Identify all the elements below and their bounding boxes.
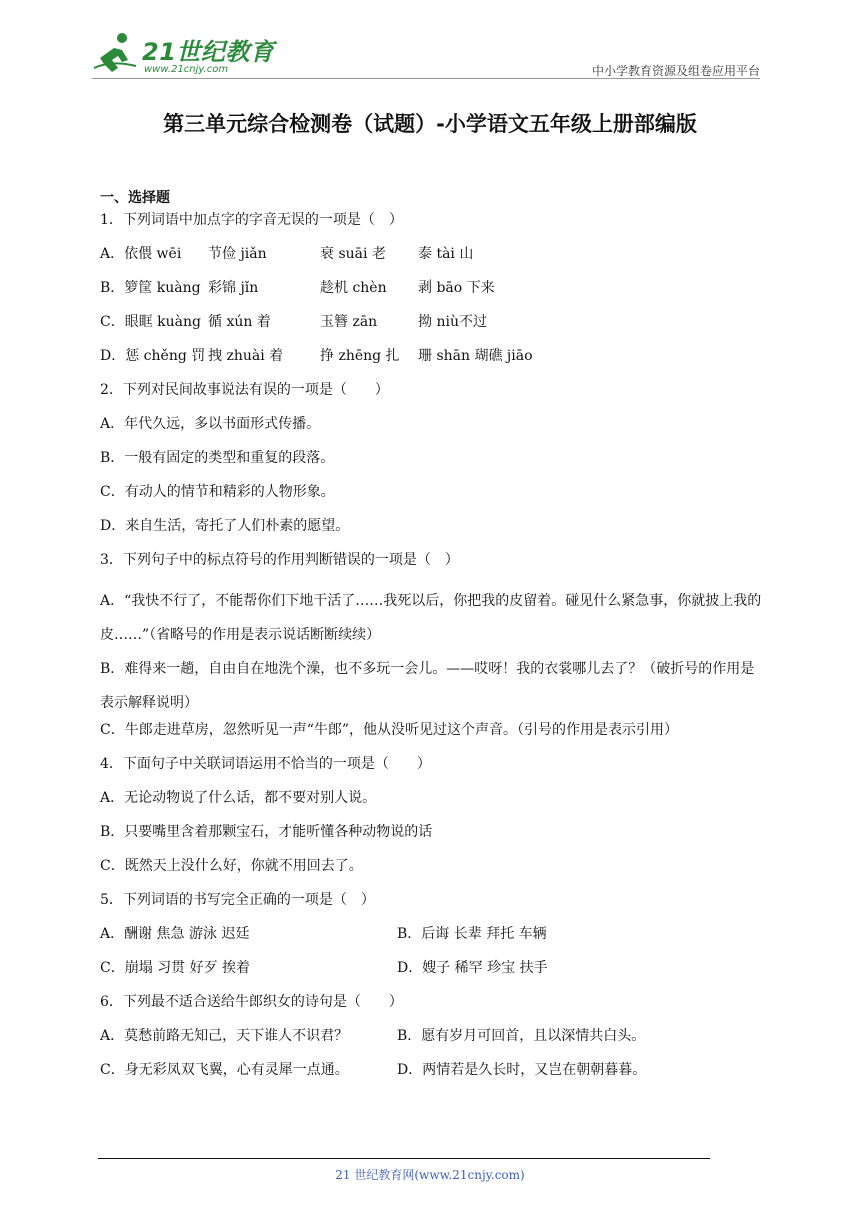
question-5-option-a: A．酬谢 焦急 游泳 迟廷 (100, 926, 250, 942)
page-title: 第三单元综合检测卷（试题）-小学语文五年级上册部编版 (163, 112, 697, 136)
question-2-option-a: A．年代久远，多以书面形式传播。 (100, 416, 321, 432)
footer-divider (98, 1158, 710, 1159)
question-6-option-b: B．愿有岁月可回首，且以深情共白头。 (397, 1028, 646, 1044)
page-header (92, 30, 760, 80)
question-3-option-b: B．难得来一趟，自由自在地洗个澡，也不多玩一会儿。——哎呀！我的衣裳哪儿去了？（破折号的作用是表示解释说明） (100, 661, 755, 711)
section-title: 一、选择题 (100, 190, 170, 206)
question-3-stem: 3．下列句子中的标点符号的作用判断错误的一项是（ ） (100, 552, 459, 568)
question-4-option-c: C．既然天上没什么好，你就不用回去了。 (100, 858, 363, 874)
question-5-options-row-1 (100, 924, 762, 958)
question-3-option-c: C．牛郎走进草房，忽然听见一声“牛郎”，他从没听见过这个声音。（引号的作用是表示引用） (100, 722, 679, 738)
question-5-options-row-2 (100, 958, 762, 992)
question-5-option-c: C．崩塌 习贯 好歹 挨着 (100, 960, 251, 976)
question-1-option-b: B．箩筐 kuàng 彩锦 jǐn 趁机 chèn 剥 bāo 下来 (100, 280, 495, 296)
site-logo (92, 30, 292, 78)
question-5-stem: 5．下列词语的书写完全正确的一项是（ ） (100, 892, 375, 908)
question-2-option-d: D．来自生活，寄托了人们朴素的愿望。 (100, 518, 350, 534)
question-6-stem: 6．下列最不适合送给牛郎织女的诗句是（ ） (100, 994, 403, 1010)
question-1-option-a: A．依偎 wēi 节俭 jiǎn 衰 suāi 老 泰 tài 山 (100, 246, 474, 262)
question-6-options-row-1 (100, 1026, 762, 1060)
question-6-option-c: C．身无彩凤双飞翼，心有灵犀一点通。 (100, 1062, 349, 1078)
runner-logo-icon (92, 30, 140, 76)
question-2-option-b: B．一般有固定的类型和重复的段落。 (100, 450, 335, 466)
question-1-stem: 1．下列词语中加点字的字音无误的一项是（ ） (100, 212, 403, 228)
question-5-option-b: B．后诲 长辈 拜托 车辆 (397, 926, 547, 942)
question-2-stem: 2．下列对民间故事说法有误的一项是（ ） (100, 382, 389, 398)
question-1-option-d: D．惩 chěng 罚 拽 zhuài 着 挣 zhēng 扎 珊 shān 瑚礁 jiāo (100, 348, 533, 364)
question-content (100, 188, 762, 1094)
question-2-option-c: C．有动人的情节和精彩的人物形象。 (100, 484, 335, 500)
question-6-option-d: D．两情若是久长时，又岂在朝朝暮暮。 (397, 1062, 647, 1078)
question-5-option-d: D．嫂子 稀罕 珍宝 扶手 (397, 960, 548, 976)
header-divider (92, 78, 760, 79)
question-6-option-a: A．莫愁前路无知己，天下谁人不识君？ (100, 1028, 349, 1044)
question-3-option-a: A．“我快不行了，不能帮你们下地干活了……我死以后，你把我的皮留着。碰见什么紧急事，你就披上我的皮……”（省略号的作用是表示说话断断续续） (100, 593, 762, 643)
question-1-option-c: C．眼眶 kuàng 循 xún 着 玉簪 zān 拗 niù不过 (100, 314, 487, 330)
question-4-stem: 4．下面句子中关联词语运用不恰当的一项是（ ） (100, 756, 431, 772)
question-6-options-row-2 (100, 1060, 762, 1094)
logo-url: www.21cnjy.com (144, 64, 229, 75)
header-platform-text: 中小学教育资源及组卷应用平台 (591, 64, 760, 78)
question-4-option-b: B．只要嘴里含着那颗宝石，才能听懂各种动物说的话 (100, 824, 433, 840)
footer-text: 21 世纪教育网(www.21cnjy.com) (335, 1168, 525, 1182)
logo-text: 21世纪教育 (142, 38, 275, 66)
question-4-option-a: A．无论动物说了什么话，都不要对别人说。 (100, 790, 377, 806)
